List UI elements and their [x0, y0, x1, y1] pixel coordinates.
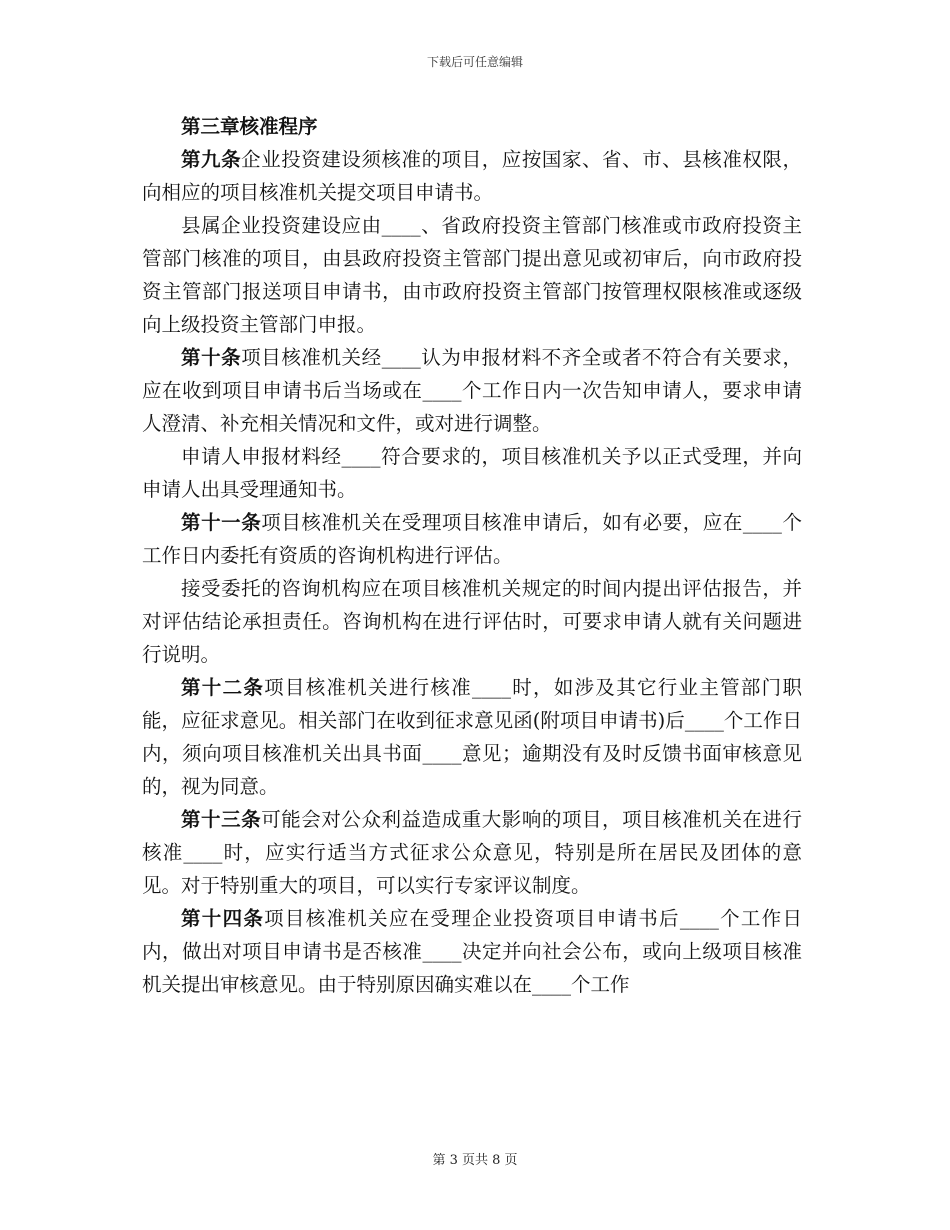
page-header-note: 下载后可任意编辑 — [426, 55, 523, 69]
article-text: 接受委托的咨询机构应在项目核准机关规定的时间内提出评估报告，并对评估结论承担责任。咨询机构在进行评估时，可要求申请人就有关问题进行说明。 — [142, 577, 802, 666]
article-9-subpara — [142, 209, 802, 341]
article-text: 企业投资建设须核准的项目，应按国家、省、市、县核准权限，向相应的项目核准机关提交项目申请书。 — [142, 148, 802, 204]
article-14-para — [142, 902, 802, 1001]
article-11-para — [142, 506, 802, 572]
document-body — [142, 110, 802, 1001]
article-10-para — [142, 341, 802, 440]
article-label: 第十三条 — [181, 808, 262, 831]
article-9-para — [142, 143, 802, 209]
article-13-para — [142, 803, 802, 902]
article-label: 第十条 — [181, 346, 242, 369]
article-12-para — [142, 671, 802, 803]
chapter-title: 第三章核准程序 — [181, 115, 318, 138]
page-number: 第 3 页共 8 页 — [432, 1153, 518, 1168]
article-label: 第十一条 — [181, 511, 262, 534]
article-label: 第十二条 — [181, 676, 265, 699]
article-text: 可能会对公众利益造成重大影响的项目，项目核准机关在进行核准____时，应实行适当方式征求公众意见，特别是所在居民及团体的意见。对于特别重大的项目，可以实行专家评议制度。 — [142, 808, 802, 897]
article-text: 项目核准机关经____认为申报材料不齐全或者不符合有关要求，应在收到项目申请书后当场或在____个工作日内一次告知申请人，要求申请人澄清、补充相关情况和文件，或对进行调整。 — [142, 346, 802, 435]
article-label: 第九条 — [181, 148, 242, 171]
article-text: 申请人申报材料经____符合要求的，项目核准机关予以正式受理，并向申请人出具受理通知书。 — [142, 445, 802, 501]
article-text: 项目核准机关进行核准____时，如涉及其它行业主管部门职能，应征求意见。相关部门在收到征求意见函(附项目申请书)后____个工作日内，须向项目核准机关出具书面____意见；逾期没有及时反馈书面审核意见的，视为同意。 — [142, 676, 802, 798]
article-11-subpara — [142, 572, 802, 671]
article-text: 项目核准机关应在受理企业投资项目申请书后____个工作日内，做出对项目申请书是否核准____决定并向社会公布，或向上级项目核准机关提出审核意见。由于特别原因确实难以在____个工作 — [142, 907, 802, 996]
article-label: 第十四条 — [181, 907, 265, 930]
article-text: 县属企业投资建设应由____、省政府投资主管部门核准或市政府投资主管部门核准的项目，由县政府投资主管部门提出意见或初审后，向市政府投资主管部门报送项目申请书，由市政府投资主管部门按管理权限核准或逐级向上级投资主管部门申报。 — [142, 214, 802, 336]
article-10-subpara — [142, 440, 802, 506]
article-text: 项目核准机关在受理项目核准申请后，如有必要，应在____个工作日内委托有资质的咨询机构进行评估。 — [142, 511, 802, 567]
